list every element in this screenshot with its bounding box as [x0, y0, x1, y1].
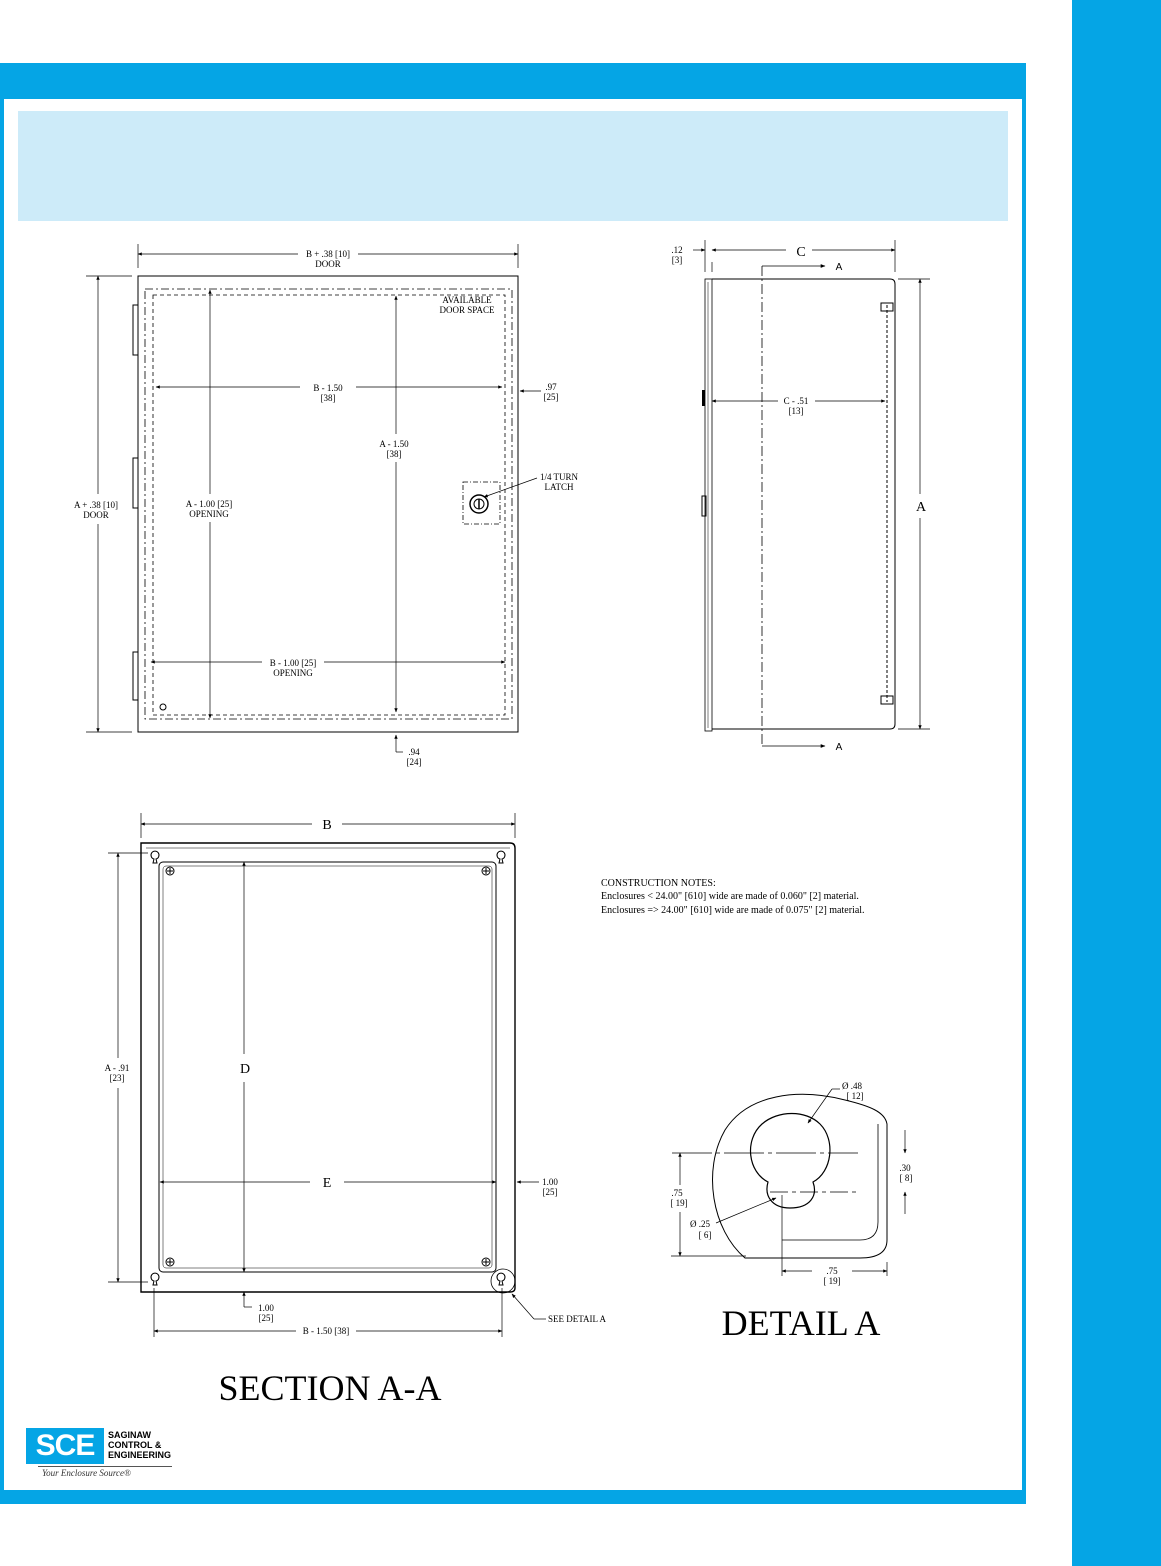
side-height-label: A [915, 500, 927, 515]
inner-height-label: A - 1.50 [379, 439, 409, 449]
section-mark-bottom: A [835, 742, 843, 753]
section-height-mm: [23] [109, 1073, 125, 1083]
section-title: SECTION A-A [218, 1368, 442, 1408]
door-space-label: DOOR SPACE [439, 305, 495, 315]
panel-screw-icon [166, 867, 490, 1266]
inner-width-mm: [38] [320, 393, 336, 403]
inner-height-mm: [38] [386, 449, 402, 459]
door-width-label: B + .38 [10] [305, 249, 351, 259]
keyhole-bottom-right [497, 1273, 505, 1285]
side-view [671, 240, 930, 753]
latch-label-2: LATCH [544, 482, 574, 492]
logo-mark: SCE [26, 1428, 104, 1464]
sce-logo [26, 1428, 172, 1484]
mount-width-label: B - 1.50 [38] [302, 1326, 350, 1336]
section-width-label: B [322, 818, 332, 833]
bottom-offset-label: .94 [408, 747, 420, 757]
inner-depth-mm: [13] [788, 406, 804, 416]
door-width-sub: DOOR [315, 259, 341, 269]
front-view [74, 244, 579, 767]
notes-line-1: Enclosures < 24.00" [610] wide are made of 0.060" [2] material. [601, 891, 859, 902]
latch-label-1: 1/4 TURN [539, 472, 579, 482]
left-dim-mm: [ 19] [670, 1198, 688, 1208]
mounting-panel [159, 862, 496, 1272]
door-height-sub: DOOR [83, 510, 109, 520]
logo-name-line-3: ENGINEERING [108, 1450, 172, 1460]
notes-heading: CONSTRUCTION NOTES: [601, 878, 716, 889]
keyhole-top-left [151, 851, 159, 863]
bottom-dim-mm: [ 19] [823, 1276, 841, 1286]
right-dim-mm: [ 8] [899, 1173, 913, 1183]
hinge-bottom [133, 652, 138, 700]
section-bottom-offset-mm: [25] [258, 1313, 274, 1323]
screw-hole [160, 704, 166, 710]
logo-name [108, 1430, 172, 1460]
keyhole-shape [751, 1114, 830, 1209]
detail-title: DETAIL A [721, 1303, 881, 1343]
right-offset-label: .97 [545, 382, 557, 392]
keyhole-bottom-left [151, 1273, 159, 1285]
opening-height-sub: OPENING [189, 509, 229, 519]
panel-height-label: D [239, 1062, 251, 1077]
big-diameter-mm: [ 12] [846, 1091, 864, 1101]
notes-line-2: Enclosures => 24.00" [610] wide are made of 0.075" [2] material. [601, 905, 865, 916]
enclosure-back [141, 843, 515, 1292]
detail-a [670, 1081, 912, 1343]
left-dim-label: .75 [671, 1188, 683, 1198]
inner-width-label: B - 1.50 [313, 383, 343, 393]
available-label: AVAILABLE [442, 295, 492, 305]
small-diameter-label: Ø .25 [690, 1219, 710, 1229]
see-detail-label: SEE DETAIL A [548, 1314, 606, 1324]
section-mark-top: A [835, 262, 843, 273]
construction-notes [601, 878, 865, 916]
door-thickness-mm: [3] [671, 255, 683, 265]
panel-width-label: E [322, 1176, 332, 1191]
keyhole-top-right [497, 851, 505, 863]
hinge-top [133, 305, 138, 355]
corner-outline [713, 1094, 887, 1258]
door-thickness-label: .12 [671, 245, 683, 255]
section-height-label: A - .91 [104, 1063, 130, 1073]
opening-height-label: A - 1.00 [25] [185, 499, 233, 509]
section-right-offset-mm: [25] [542, 1187, 558, 1197]
logo-divider [38, 1466, 172, 1467]
right-offset-mm: [25] [543, 392, 559, 402]
enclosure-side [712, 279, 895, 729]
logo-tagline: Your Enclosure Source® [42, 1468, 131, 1478]
big-diameter-label: Ø .48 [842, 1081, 862, 1091]
opening-width-label: B - 1.00 [25] [269, 658, 317, 668]
latch-area [463, 482, 500, 524]
bottom-dim-label: .75 [826, 1266, 838, 1276]
section-right-offset: 1.00 [542, 1177, 558, 1187]
small-diameter-mm: [ 6] [698, 1230, 712, 1240]
hinge-mid [133, 458, 138, 508]
door-height-label: A + .38 [10] [73, 500, 119, 510]
logo-name-line-1: SAGINAW [108, 1430, 152, 1440]
right-dim-label: .30 [899, 1163, 911, 1173]
section-bottom-offset: 1.00 [258, 1303, 274, 1313]
bottom-offset-mm: [24] [406, 757, 422, 767]
opening-width-sub: OPENING [273, 668, 313, 678]
depth-label: C [796, 245, 806, 260]
inner-depth-label: C - .51 [783, 396, 809, 406]
section-view [105, 813, 607, 1408]
logo-name-line-2: CONTROL & [108, 1440, 162, 1450]
